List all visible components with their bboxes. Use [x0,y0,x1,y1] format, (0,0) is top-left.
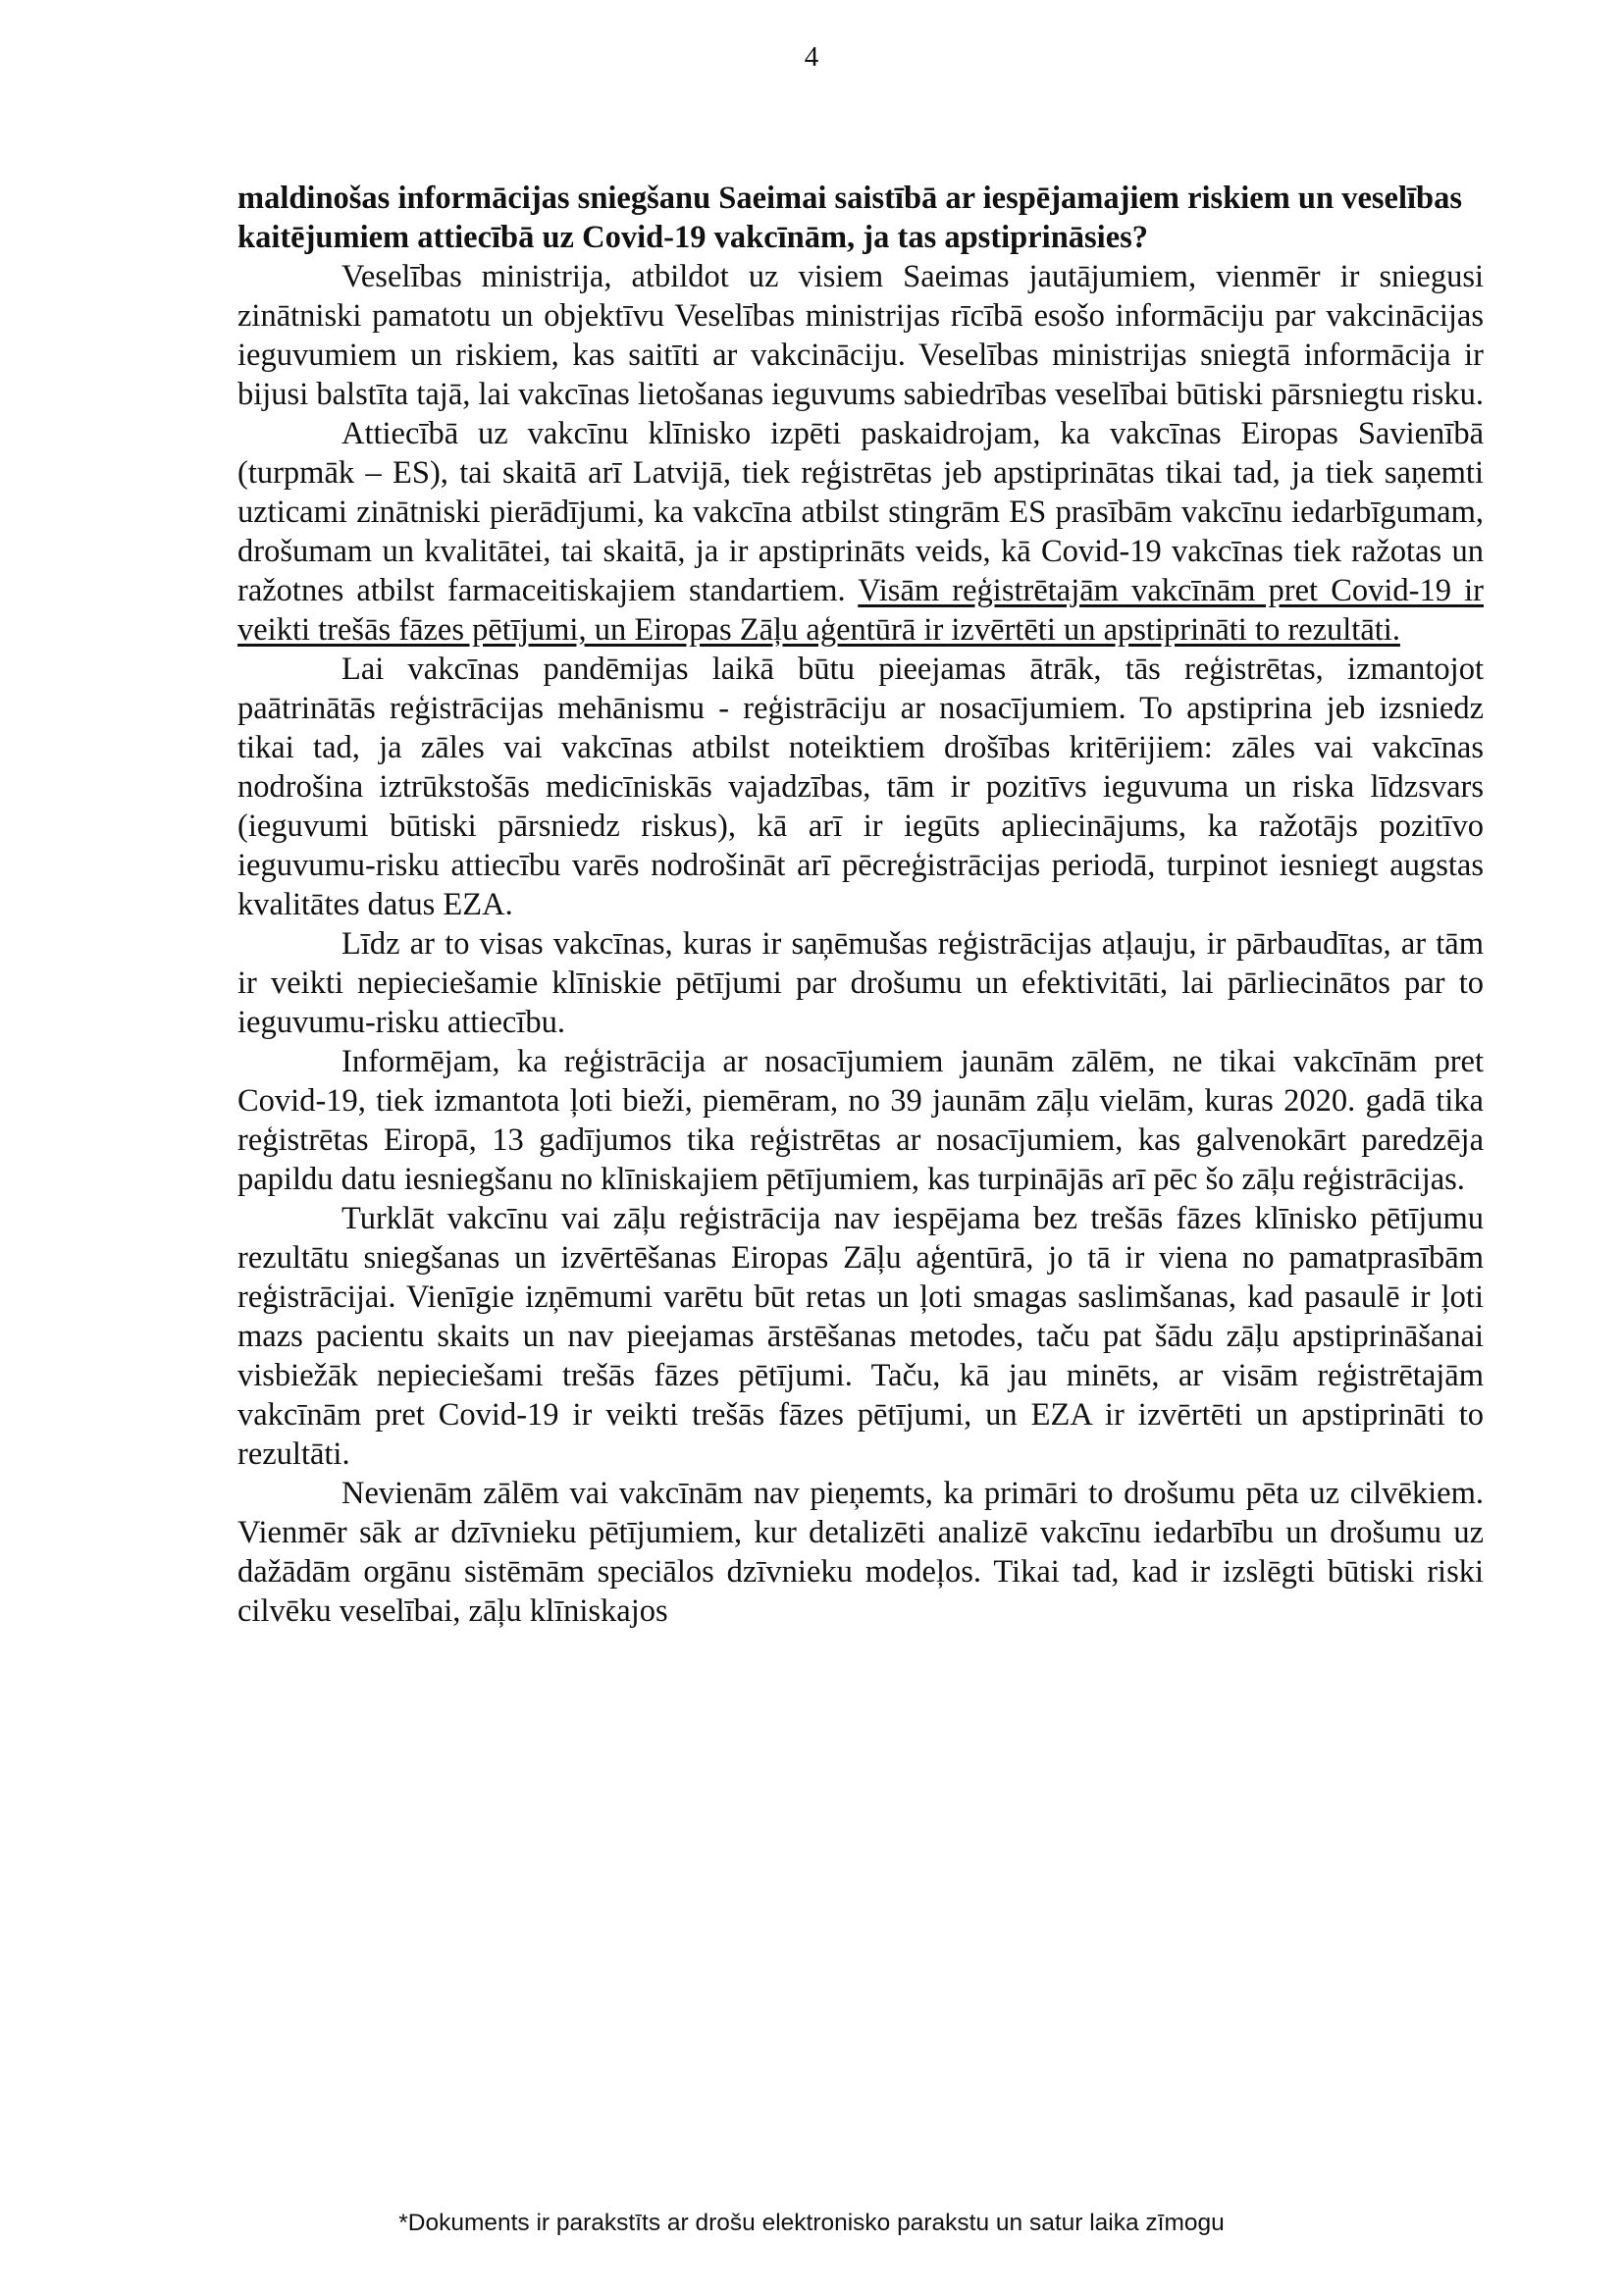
paragraph-registration-statistics: Informējam, ka reģistrācija ar nosacījumiem jaunām zālēm, ne tikai vakcīnām pret Covid-19, tiek izmantota ļoti bieži, piemēram, no 39 jaunām zāļu vielām, kuras 2020. gadā tika reģistrētas Eiropā, 13 gadījumos tika reģistrētas ar nosacījumiem, kas galvenokārt paredzēja papildu datu iesniegšanu no klīniskajiem pētījumiem, kas turpinājās arī pēc šo zāļu reģistrācijas. [237,1044,1484,1197]
page-number: 4 [804,41,819,73]
paragraph-registered-vaccines: Līdz ar to visas vakcīnas, kuras ir saņēmušas reģistrācijas atļauju, ir pārbaudītas, ar tām ir veikti nepieciešamie klīniskie pētījumi par drošumu un efektivitāti, lai pārliecinātos par to ieguvumu-risku attiecību. [237,926,1484,1040]
paragraph-clinical-research [237,414,1484,650]
paragraph-phase-three-requirement: Turklāt vakcīnu vai zāļu reģistrācija nav iespējama bez trešās fāzes klīnisko pētījumu rezultātu sniegšanas un izvērtēšanas Eiropas Zāļu aģentūrā, jo tā ir viena no pamatprasībām reģistrācijai. Vienīgie izņēmumi varētu būt retas un ļoti smagas saslimšanas, kad pasaulē ir ļoti mazs pacientu skaits un nav pieejamas ārstēšanas metodes, taču pat šādu zāļu apstiprināšanai visbiežāk nepieciešami trešās fāzes pētījumi. Taču, kā jau minēts, ar visām reģistrētajām vakcīnām pret Covid-19 ir veikti trešās fāzes pētījumi, un EZA ir izvērtēti un apstiprināti to rezultāti. [237,1201,1484,1472]
paragraph-animal-studies: Nevienām zālēm vai vakcīnām nav pieņemts, ka primāri to drošumu pēta uz cilvēkiem. Vienmēr sāk ar dzīvnieku pētījumiem, kur detalizēti analizē vakcīnu iedarbību un drošumu uz dažādām orgānu sistēmām speciālos dzīvnieku modeļos. Tikai tad, kad ir izslēgti būtiski riski cilvēku veselībai, zāļu klīniskajos [237,1476,1484,1629]
document-body [237,179,1484,1631]
paragraph-ministry-response: Veselības ministrija, atbildot uz visiem Saeimas jautājumiem, vienmēr ir sniegusi zinātniski pamatotu un objektīvu Veselības ministrijas rīcībā esošo informāciju par vakcinācijas ieguvumiem un riskiem, kas saitīti ar vakcināciju. Veselības ministrijas sniegtā informācija ir bijusi balstīta tajā, lai vakcīnas lietošanas ieguvums sabiedrības veselībai būtiski pārsniegtu risku. [237,259,1484,412]
question-text: maldinošas informācijas sniegšanu Saeimai saistībā ar iespējamajiem riskiem un veselības kaitējumiem attiecībā uz Covid-19 vakcīnām, ja tas apstiprināsies? [237,181,1462,255]
signature-footer-note: *Dokuments ir parakstīts ar drošu elektronisko parakstu un satur laika zīmogu [398,2210,1225,2236]
paragraph-clinical-research-text: Attiecībā uz vakcīnu klīnisko izpēti paskaidrojam, ka vakcīnas Eiropas Savienībā (turpmāk – ES), tai skaitā arī Latvijā, tiek reģistrētas jeb apstiprinātas tikai tad, ja tiek saņemti uzticami zinātniski pierādījumi, ka vakcīna atbilst stingrām ES prasībām vakcīnu iedarbīgumam, drošumam un kvalitātei, tai skaitā, ja ir apstiprināts veids, kā Covid-19 vakcīnas tiek ražotas un ražotnes atbilst farmaceitiskajiem standartiem. [237,416,1484,608]
underlined-phase-three-statement: Visām reģistrētajām vakcīnām pret Covid-19 ir veikti trešās fāzes pētījumi, un Eiropas Zāļu aģentūrā ir izvērtēti un apstiprināti to rezultāti. [237,573,1484,648]
paragraph-conditional-registration: Lai vakcīnas pandēmijas laikā būtu pieejamas ātrāk, tās reģistrētas, izmantojot paātrinātās reģistrācijas mehānismu - reģistrāciju ar nosacījumiem. To apstiprina jeb izsniedz tikai tad, ja zāles vai vakcīnas atbilst noteiktiem drošības kritērijiem: zāles vai vakcīnas nodrošina iztrūkstošās medicīniskās vajadzības, tām ir pozitīvs ieguvuma un riska līdzsvars (ieguvumi būtiski pārsniedz riskus), kā arī ir iegūts apliecinājums, ka ražotājs pozitīvo ieguvumu-risku attiecību varēs nodrošināt arī pēcreģistrācijas periodā, turpinot iesniegt augstas kvalitātes datus EZA. [237,652,1484,922]
